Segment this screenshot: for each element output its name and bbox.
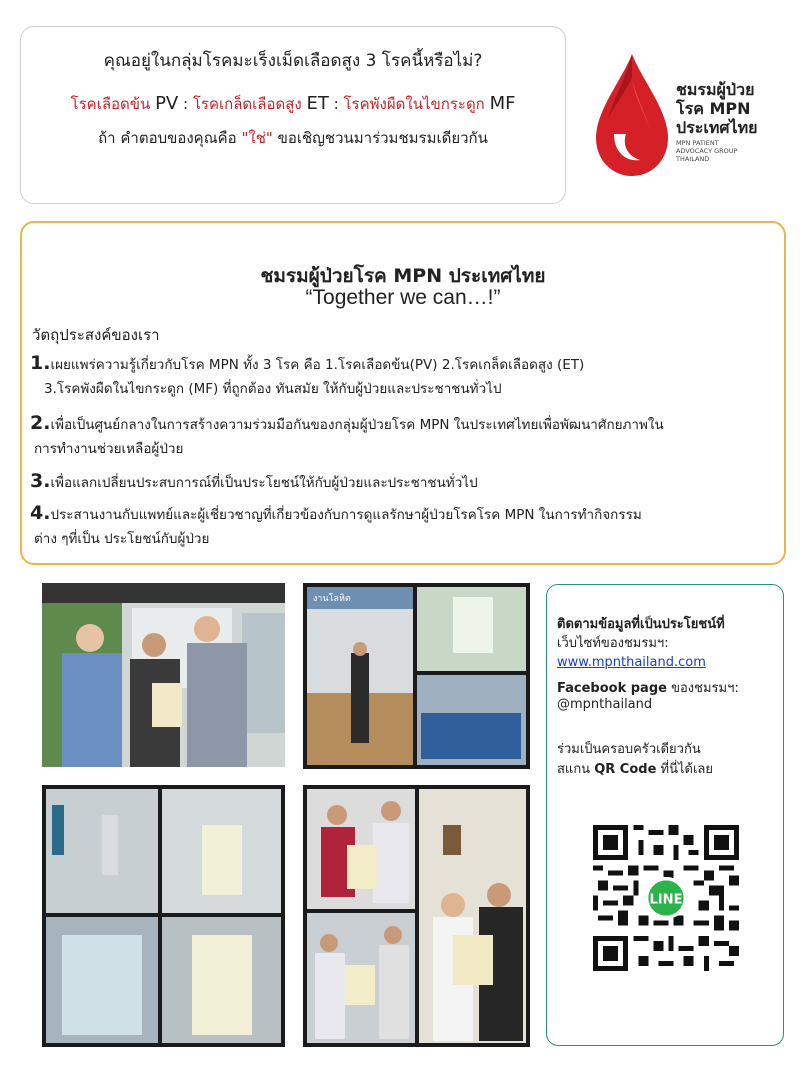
logo-subtitle [676, 139, 737, 163]
line-badge: LINE [649, 892, 683, 908]
objective-text: ต่าง ๆที่เป็น ประโยชน์กับผู้ป่วย [34, 531, 210, 547]
question-box [20, 26, 566, 204]
logo-sub-1: MPN PATIENT [676, 139, 719, 147]
logo-line-3: ประเทศไทย [676, 118, 758, 137]
objective-number: 1. [30, 352, 51, 374]
objective-text: ประสานงานกับแพทย์และผู้เชี่ยวชาญที่เกี่ยวข้องกับการดูแลรักษาผู้ป่วยโรคโรค MPN ในการทำกิจกรรม [50, 507, 642, 523]
question-heading: คุณอยู่ในกลุ่มโรคมะเร็งเม็ดเลือดสูง 3 โรคนี้หรือไม่? [103, 51, 483, 71]
type-mf-abbr: MF [489, 93, 516, 114]
logo-line-2: โรค MPN [676, 99, 751, 118]
photo-conference [42, 583, 285, 767]
objective-text: เพื่อเป็นศูนย์กลางในการสร้างความร่วมมือกันของกลุ่มผู้ป่วยโรค MPN ในประเทศไทยเพื่อพัฒนาศักยภาพใน [50, 417, 664, 433]
objective-text: เพื่อแลกเปลี่ยนประสบการณ์ที่เป็นประโยชน์ให้กับผู้ป่วยและประชาชนทั่วไป [50, 475, 478, 491]
invite-yes: "ใช่" [241, 129, 273, 147]
scan-bold: QR Code [594, 762, 657, 777]
facebook-label-bold: Facebook page [557, 681, 667, 696]
objective-number: 3. [30, 470, 51, 492]
objective-number: 4. [30, 502, 51, 524]
scan-post: ที่นี่ได้เลย [660, 762, 714, 777]
follow-heading: ติดตามข้อมูลที่เป็นประโยชน์ที่ [557, 617, 725, 632]
type-et-abbr: ET [306, 93, 329, 114]
scan-text [557, 758, 713, 779]
follow-box [546, 584, 784, 1046]
photo-doctors-collage [303, 785, 530, 1047]
facebook-handle[interactable]: @mpnthailand [557, 697, 653, 712]
type-et: โรคเกล็ดเลือดสูง [192, 95, 302, 113]
type-pv-abbr: PV [155, 93, 179, 114]
logo-sub-2: ADVOCACY GROUP [676, 147, 738, 155]
objective-2 [30, 411, 664, 461]
facebook-label [557, 677, 739, 698]
objective-number: 2. [30, 412, 51, 434]
sign-text: งานโลหิต [313, 594, 351, 604]
mpn-logo [592, 50, 792, 190]
photo-booth-collage [42, 785, 285, 1047]
type-mf: โรคพังผืดในไขกระดูก [343, 95, 485, 113]
objectives-label: วัตถุประสงค์ของเรา [32, 326, 160, 344]
blood-drop-icon [592, 50, 672, 180]
website-link[interactable]: www.mpnthailand.com [557, 655, 706, 670]
separator: : [183, 95, 189, 113]
line-qr-code[interactable] [593, 825, 739, 971]
invite-after: ขอเชิญชวนมาร่วมชมรมเดียวกัน [277, 129, 488, 147]
club-title: ชมรมผู้ป่วยโรค MPN ประเทศไทย [260, 265, 546, 287]
facebook-label-rest: ของชมรมฯ: [671, 681, 739, 696]
objective-text: 3.โรคพังผืดในไขกระดูก (MF) ที่ถูกต้อง ทันสมัย ให้กับผู้ป่วยและประชาชนทั่วไป [44, 381, 502, 397]
logo-line-1: ชมรมผู้ป่วย [676, 80, 755, 99]
objective-3 [30, 469, 478, 495]
separator: : [333, 95, 339, 113]
objective-text: เผยแพร่ความรู้เกี่ยวกับโรค MPN ทั้ง 3 โรค คือ 1.โรคเลือดข้น(PV) 2.โรคเกล็ดเลือดสูง (ET) [50, 357, 585, 373]
club-slogan: “Together we can…!” [305, 286, 501, 309]
objective-4 [30, 501, 642, 551]
mission-box [20, 221, 786, 565]
invitation-text [21, 126, 565, 150]
invite-before: ถ้า คำตอบของคุณคือ [98, 129, 237, 147]
disease-types [21, 92, 565, 116]
objective-1 [30, 351, 584, 401]
photo-hospital-collage [303, 583, 530, 769]
logo-sub-3: THAILAND [676, 155, 710, 163]
website-label: เว็บไซท์ของชมรมฯ: [557, 636, 669, 651]
join-text: ร่วมเป็นครอบครัวเดียวกัน [557, 742, 701, 757]
scan-pre: สแกน [557, 762, 591, 777]
type-pv: โรคเลือดข้น [70, 95, 151, 113]
objective-text: การทำงานช่วยเหลือผู้ป่วย [34, 441, 184, 457]
